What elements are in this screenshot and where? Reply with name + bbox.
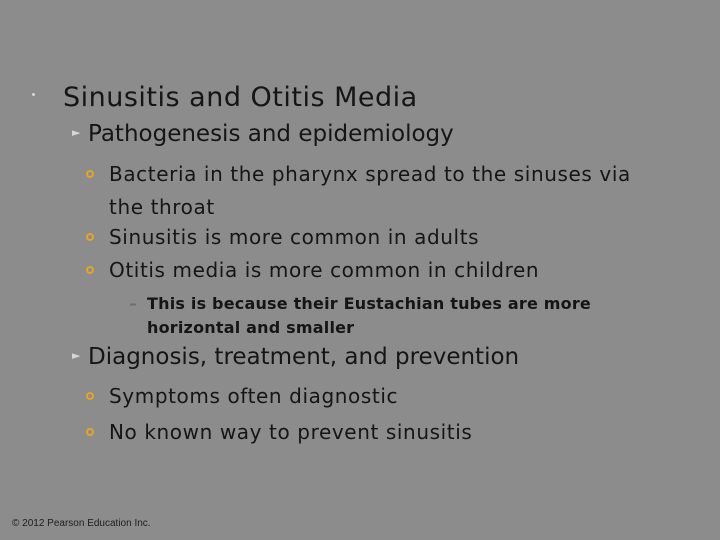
section-heading-label: Pathogenesis and epidemiology [88, 121, 454, 147]
list-item-text: Symptoms often diagnostic [109, 384, 399, 408]
dash-bullet-icon: – [129, 294, 138, 313]
list-item [86, 380, 646, 413]
title-bullet-icon [32, 93, 35, 96]
list-item [86, 416, 646, 449]
arrow-bullet-icon: ► [72, 349, 81, 362]
sub-list-item [129, 292, 649, 340]
list-item-text: Sinusitis is more common in adults [109, 225, 480, 249]
list-item-text: No known way to prevent sinusitis [109, 420, 473, 444]
ring-bullet-icon [86, 392, 94, 400]
list-item-text: Otitis media is more common in children [109, 258, 540, 282]
section-heading-diagnosis [72, 344, 519, 370]
section-heading-pathogenesis [72, 121, 454, 147]
list-item [86, 221, 646, 254]
ring-bullet-icon [86, 428, 94, 436]
ring-bullet-icon [86, 170, 94, 178]
copyright-footer: © 2012 Pearson Education Inc. [12, 518, 151, 529]
list-item-text: Bacteria in the pharynx spread to the sinuses via the throat [109, 162, 631, 219]
section-heading-label: Diagnosis, treatment, and prevention [88, 344, 520, 370]
list-item [86, 158, 646, 224]
list-item [86, 254, 646, 287]
ring-bullet-icon [86, 233, 94, 241]
sub-list-item-text: This is because their Eustachian tubes are more horizontal and smaller [147, 294, 591, 337]
ring-bullet-icon [86, 266, 94, 274]
slide-title: Sinusitis and Otitis Media [63, 82, 418, 113]
arrow-bullet-icon: ► [72, 126, 81, 139]
